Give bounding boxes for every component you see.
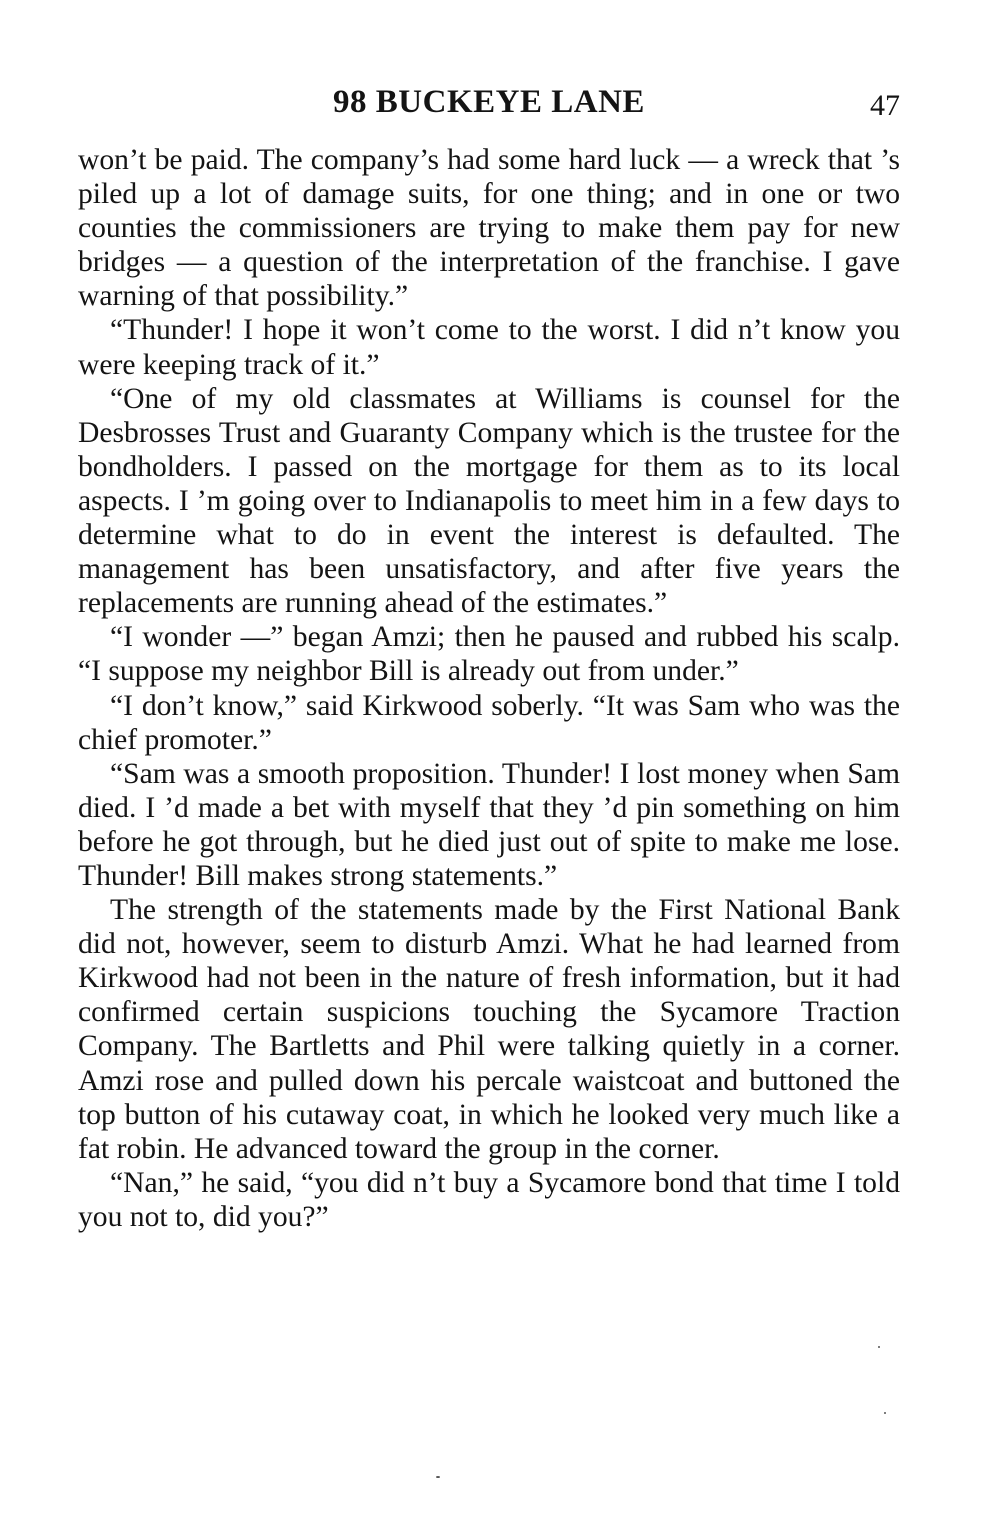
paragraph-7: The strength of the statements made by the First National Bank did not, however, seem to disturb Amzi. What he had learned from Kirkwood had not been in the nature of fresh information, but it had confirmed certain suspicions touching the Sycamore Traction Company. The Bartletts and Phil were talking quietly in a corner. Amzi rose and pulled down his percale waistcoat and buttoned the top button of his cutaway coat, in which he looked very much like a fat robin. He advanced toward the group in the corner.	[78, 894, 900, 1165]
paragraph-3: “One of my old classmates at Williams is counsel for the Desbrosses Trust and Guaranty Company which is the trustee for the bondholders. I passed on the mortgage for them as to its local aspects. I ’m going over to Indianapolis to meet him in a few days to determine what to do in event the interest is defaulted. The management has been unsatisfactory, and after five years the replacements are running ahead of the estimates.”	[78, 382, 900, 620]
print-speck	[884, 1412, 886, 1414]
page-number: 47	[870, 89, 900, 122]
body-text	[78, 143, 900, 1234]
paragraph-5: “I don’t know,” said Kirkwood soberly. “It was Sam who was the chief promoter.”	[78, 689, 900, 756]
paragraph-1: won’t be paid. The company’s had some hard luck — a wreck that ’s piled up a lot of damage suits, for one thing; and in one or two counties the commissioners are trying to make them pay for new bridges — a question of the interpretation of the franchise. I gave warning of that possibility.”	[78, 144, 900, 313]
paragraph-6: “Sam was a smooth proposition. Thunder! I lost money when Sam died. I ’d made a bet with myself that they ’d pin something on him before he got through, but he died just out of spite to make me lose. Thunder! Bill makes strong statements.”	[78, 757, 900, 892]
print-speck	[436, 1476, 440, 1478]
paragraph-8: “Nan,” he said, “you did n’t buy a Sycamore bond that time I told you not to, did you?”	[78, 1166, 900, 1233]
running-head	[78, 82, 900, 126]
print-speck	[878, 1346, 880, 1348]
book-title: 98 BUCKEYE LANE	[333, 84, 645, 120]
paragraph-2: “Thunder! I hope it won’t come to the worst. I did n’t know you were keeping track of it.”	[78, 314, 900, 381]
paragraph-4: “I wonder —” began Amzi; then he paused and rubbed his scalp. “I suppose my neighbor Bill is already out from under.”	[78, 621, 900, 688]
